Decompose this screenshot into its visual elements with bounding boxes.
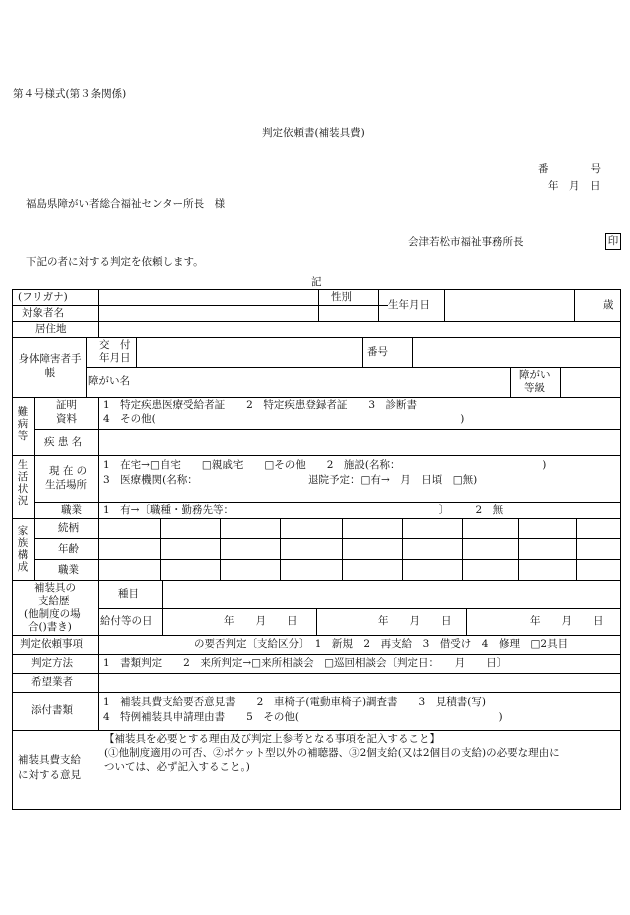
supply-date-3: 年 月 日 bbox=[530, 615, 604, 627]
place-label-2: 生活場所 bbox=[45, 479, 87, 491]
disability-name-label: 障がい名 bbox=[88, 375, 130, 387]
nanbyo-label: 難病等 bbox=[17, 406, 29, 442]
life-label: 生活状況 bbox=[17, 459, 29, 507]
birth-label: 生年月日 bbox=[388, 299, 430, 311]
furigana-label: (フリガナ) bbox=[18, 291, 68, 303]
attach-options-line1: 1 補装具費支給要否意見書 2 車椅子(電動車椅子)調査書 3 見積書(写) bbox=[103, 696, 486, 708]
opinion-instruction-line3: ついては、必ず記入すること。) bbox=[104, 761, 250, 773]
opinion-instruction-line2: (①他制度適用の可否、②ポケット型以外の補聴器、③2個支給(又は2個目の支給)の必要な理由に bbox=[104, 747, 560, 759]
age-unit: 歳 bbox=[603, 299, 614, 311]
vendor-label: 希望業者 bbox=[31, 676, 73, 688]
proof-label-1: 証明 bbox=[56, 399, 77, 411]
supply-date-1: 年 月 日 bbox=[224, 615, 298, 627]
opinion-instruction-line1: 【補装具を必要とする理由及び判定上参考となる事項を記入すること】 bbox=[104, 733, 440, 745]
family-job-label: 職業 bbox=[58, 564, 79, 576]
disease-label: 疾 患 名 bbox=[44, 436, 83, 448]
relation-label: 続柄 bbox=[58, 522, 79, 534]
job-label: 職業 bbox=[61, 504, 82, 516]
proof-options-line2: 4 その他( ) bbox=[103, 413, 465, 425]
attach-label: 添付書類 bbox=[31, 704, 73, 716]
ki-label: 記 bbox=[311, 276, 322, 288]
supply-date-label: 給付等の日 bbox=[100, 615, 153, 627]
page-title: 判定依頼書(補装具費) bbox=[262, 127, 365, 139]
history-label-1: 補装具の bbox=[34, 582, 76, 594]
request-label: 判定依頼事項 bbox=[20, 638, 83, 650]
item-label: 種目 bbox=[118, 588, 139, 600]
family-age-label: 年齢 bbox=[58, 543, 79, 555]
sex-label: 性別 bbox=[331, 291, 352, 303]
proof-label-2: 資料 bbox=[56, 413, 77, 425]
name-label: 対象者名 bbox=[22, 307, 64, 319]
handbook-number-label: 番号 bbox=[367, 346, 388, 358]
form-number: 第４号様式(第３条関係) bbox=[13, 88, 127, 100]
addressee: 福島県障がい者総合福祉センター所長 様 bbox=[26, 198, 226, 210]
family-label: 家族構成 bbox=[17, 525, 29, 573]
method-label: 判定方法 bbox=[31, 657, 73, 669]
history-label-2: 支給歴 bbox=[38, 595, 70, 607]
job-options: 1 有→〔職種・勤務先等： 〕 2 無 bbox=[103, 504, 504, 516]
opinion-label-1: 補装具費支給 bbox=[18, 754, 81, 766]
proof-options-line1: 1 特定疾患医療受給者証 2 特定疾患登録者証 3 診断書 bbox=[103, 399, 418, 411]
request-options: の要否判定〔支給区分〕 1 新規 2 再支給 3 借受け 4 修理 □2具目 bbox=[194, 638, 569, 650]
grade-label-2: 等級 bbox=[524, 382, 545, 394]
attach-options-line2: 4 特例補装具申請理由書 5 その他( ) bbox=[103, 711, 503, 723]
opinion-label-2: に対する意見 bbox=[18, 769, 81, 781]
address-label: 居住地 bbox=[35, 323, 67, 335]
issue-label-2: 年月日 bbox=[99, 352, 131, 364]
grade-label-1: 障がい bbox=[519, 369, 551, 381]
history-label-4: 合()書き) bbox=[28, 621, 72, 633]
place-options-line2: 3 医療機関(名称： 退院予定：□有→ 月 日頃 □無) bbox=[103, 474, 478, 486]
seal-mark: 印 bbox=[605, 233, 621, 250]
issue-label-1: 交 付 bbox=[99, 339, 131, 351]
intro-text: 下記の者に対する判定を依頼します。 bbox=[26, 256, 204, 268]
history-label-3: (他制度の場 bbox=[24, 608, 81, 620]
handbook-label: 身体障害者手帳 bbox=[18, 353, 82, 379]
place-options-line1: 1 在宅→□自宅 □親戚宅 □その他 2 施設(名称： ) bbox=[103, 459, 547, 471]
number-label: 番 号 bbox=[538, 163, 601, 175]
sender: 会津若松市福祉事務所長 bbox=[408, 236, 524, 248]
supply-date-2: 年 月 日 bbox=[378, 615, 452, 627]
date-label: 年 月 日 bbox=[548, 180, 601, 192]
form-table bbox=[12, 289, 621, 810]
place-label-1: 現 在 の bbox=[49, 465, 88, 477]
method-options: 1 書類判定 2 来所判定→□来所相談会 □巡回相談会〔判定日： 月 日〕 bbox=[103, 657, 508, 669]
